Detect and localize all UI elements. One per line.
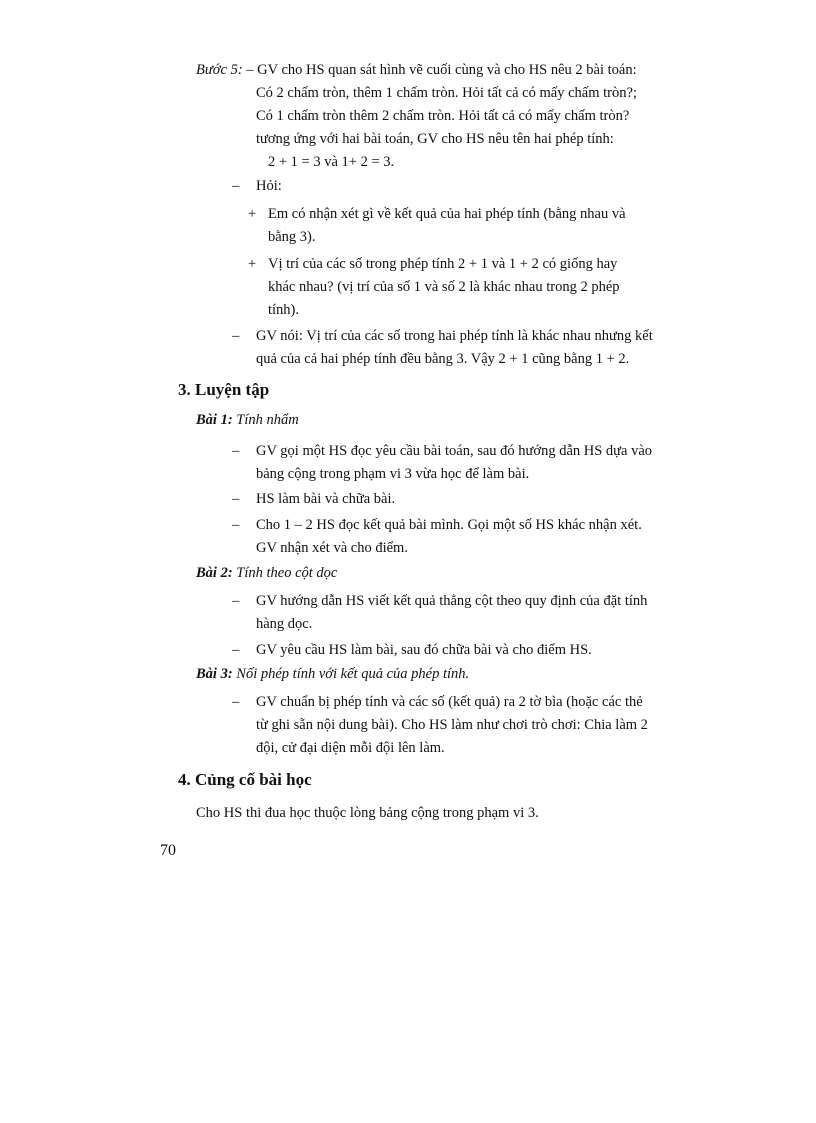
question1-line1: Em có nhận xét gì về kết quả của hai phép tính (bằng nhau và (268, 206, 626, 222)
bai3-item1-line2: từ ghi sẵn nội dung bài). Cho HS làm như chơi trò chơi: Chia làm 2 (256, 717, 648, 733)
bai2-item1-line1: GV hướng dẫn HS viết kết quả thẳng cột theo quy định của đặt tính (256, 593, 648, 609)
bai2-item1-line2: hàng dọc. (256, 616, 313, 632)
section3-heading: 3. Luyện tập (178, 380, 270, 399)
step5-line2: Có 2 chấm tròn, thêm 1 chấm tròn. Hỏi tất cả có mấy chấm tròn?; (256, 85, 637, 101)
step5-line1 (196, 60, 637, 80)
say-dash: – (232, 328, 240, 344)
bai1-item1-line2: bảng cộng trong phạm vi 3 vừa học để làm bài. (256, 466, 530, 482)
bai3-item1-line3: đội, cử đại diện mỗi đội lên làm. (256, 740, 445, 756)
question2-line3: tính). (268, 302, 300, 318)
section4-heading: 4. Củng cố bài học (178, 770, 312, 789)
section4-body: Cho HS thi đua học thuộc lòng bảng cộng trong phạm vi 3. (196, 805, 539, 821)
ask-label: Hỏi: (256, 178, 282, 194)
bai1-item2-line1: HS làm bài và chữa bài. (256, 491, 396, 507)
question2-plus: + (248, 256, 257, 272)
say-line2: quả của cả hai phép tính đều bằng 3. Vậy 2 + 1 cũng bằng 1 + 2. (256, 351, 630, 367)
bai1-item3-line1: Cho 1 – 2 HS đọc kết quả bài mình. Gọi một số HS khác nhận xét. (256, 517, 642, 533)
step5-equation: 2 + 1 = 3 và 1+ 2 = 3. (268, 154, 395, 170)
bai3-item1-line1: GV chuẩn bị phép tính và các số (kết quả) ra 2 tờ bìa (hoặc các thẻ (256, 694, 643, 710)
bai2-item1-dash: – (232, 593, 240, 609)
bai1-item3-dash: – (232, 517, 240, 533)
step5-label: Bước 5: (196, 62, 243, 78)
say-line1: GV nói: Vị trí của các số trong hai phép tính là khác nhau nhưng kết (256, 328, 653, 344)
question1-line2: bằng 3). (268, 229, 316, 245)
question2-line2: khác nhau? (vị trí của số 1 và số 2 là khác nhau trong 2 phép (268, 279, 620, 295)
bai2-title (196, 565, 337, 582)
bai2-item2-dash: – (232, 642, 240, 658)
bai1-item3-line2: GV nhận xét và cho điểm. (256, 540, 408, 556)
question2-line1: Vị trí của các số trong phép tính 2 + 1 và 1 + 2 có giống hay (268, 256, 618, 272)
bai1-label: Bài 1: (196, 412, 233, 428)
bai1-title (196, 412, 299, 429)
step5-text-1: – GV cho HS quan sát hình vẽ cuối cùng và cho HS nêu 2 bài toán: (246, 62, 637, 78)
bai1-item1-line1: GV gọi một HS đọc yêu cầu bài toán, sau đó hướng dẫn HS dựa vào (256, 443, 653, 459)
bai1-item1-dash: – (232, 443, 240, 459)
page-number: 70 (160, 842, 176, 859)
bai2-item2-line1: GV yêu cầu HS làm bài, sau đó chữa bài và cho điểm HS. (256, 642, 592, 658)
bai3-name: Nối phép tính với kết quả của phép tính. (236, 666, 470, 682)
question1-plus: + (248, 206, 257, 222)
step5-line3: Có 1 chấm tròn thêm 2 chấm tròn. Hỏi tất cả có mấy chấm tròn? (256, 108, 630, 124)
bai1-name: Tính nhẩm (236, 412, 299, 428)
bai2-label: Bài 2: (196, 565, 233, 581)
bai2-name: Tính theo cột dọc (236, 565, 338, 581)
bai3-label: Bài 3: (196, 666, 233, 682)
ask-dash: – (232, 178, 240, 194)
bai3-item1-dash: – (232, 694, 240, 710)
bai1-item2-dash: – (232, 491, 240, 507)
step5-line4: tương ứng với hai bài toán, GV cho HS nêu tên hai phép tính: (256, 131, 614, 147)
bai3-title (196, 666, 469, 683)
